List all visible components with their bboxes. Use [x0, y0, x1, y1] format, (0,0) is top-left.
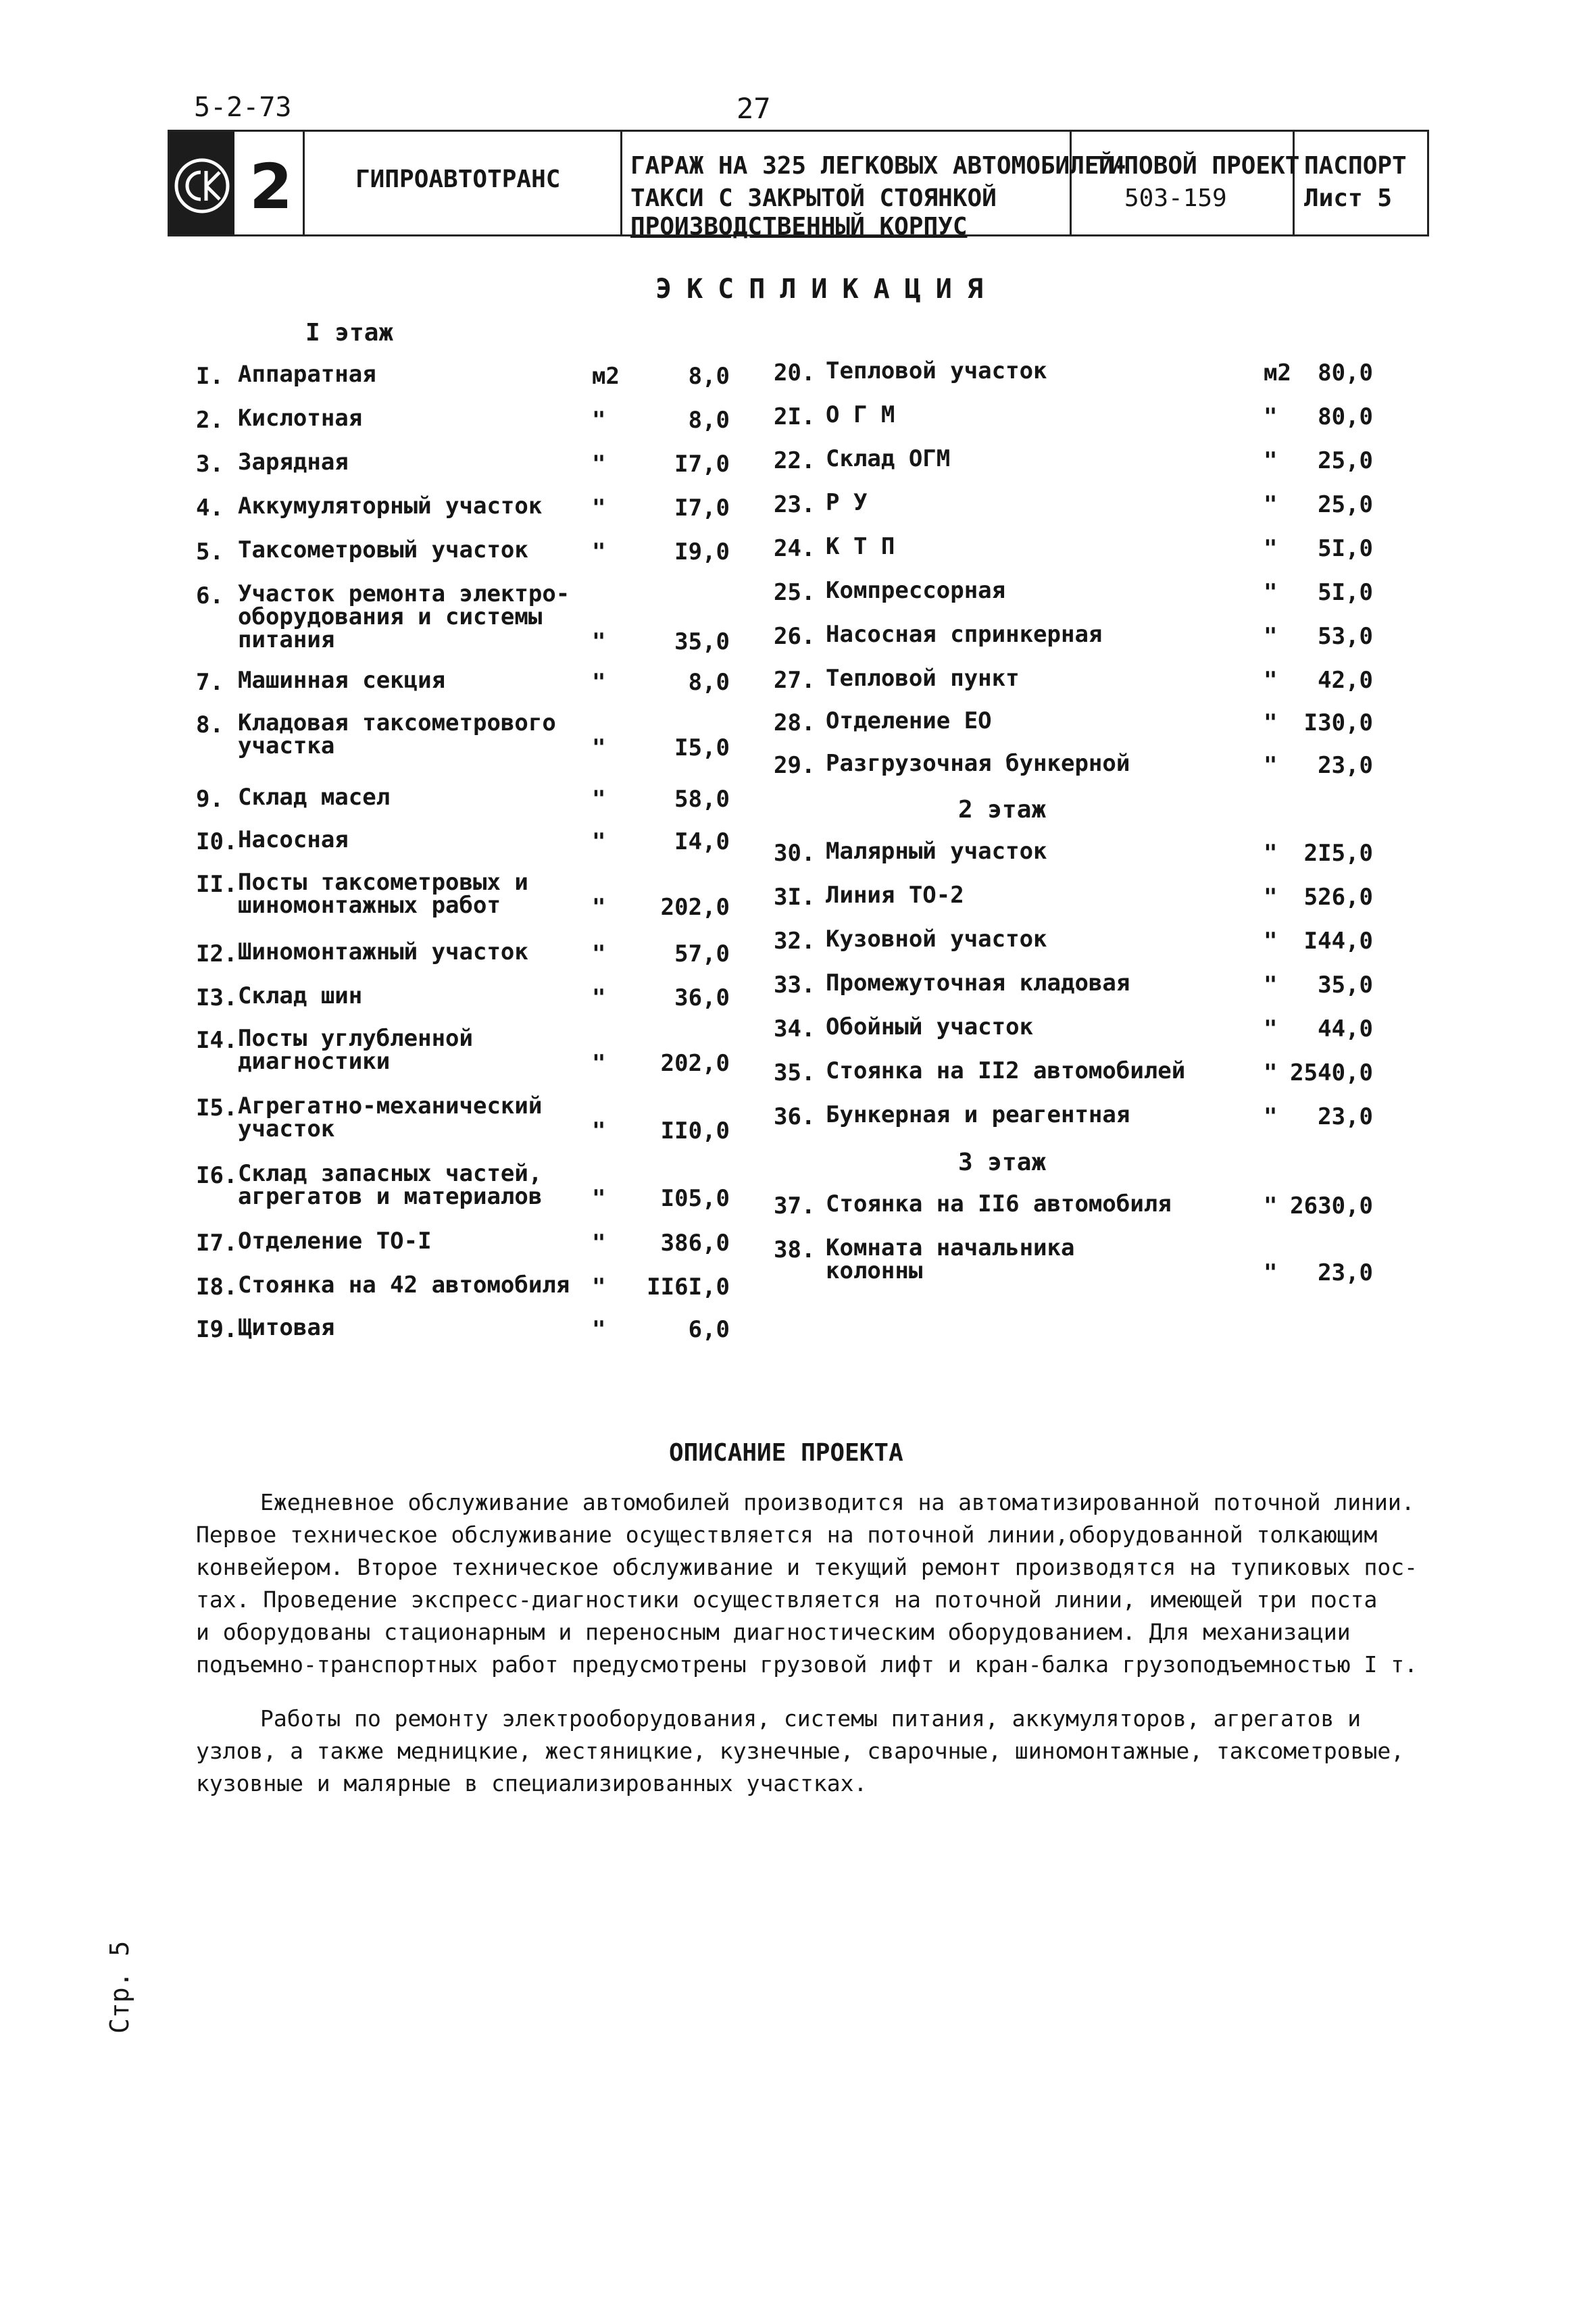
item-area: 80,0: [1318, 359, 1373, 386]
item-number: 23.: [774, 491, 816, 518]
item-number: 4.: [196, 495, 224, 522]
item-unit: ": [1264, 972, 1278, 999]
item-name: оборудования и системы: [238, 603, 543, 630]
item-area: 8,0: [688, 669, 730, 696]
item-name: Отделение ТО-I: [238, 1228, 432, 1255]
item-number: I8.: [196, 1274, 238, 1301]
object-line-3: ПРОИЗВОДСТВЕННЫЙ КОРПУС: [630, 213, 968, 241]
item-unit: ": [1264, 535, 1278, 562]
item-area: 35,0: [674, 628, 730, 655]
item-area: 53,0: [1318, 623, 1373, 650]
item-unit: ": [1264, 752, 1278, 779]
item-area: I7,0: [674, 451, 730, 478]
item-number: 37.: [774, 1192, 816, 1219]
item-area: 44,0: [1318, 1015, 1373, 1042]
item-name: участок: [238, 1115, 335, 1142]
description-line: и оборудованы стационарным и переносным диагностическим оборудованием. Для механизации: [196, 1619, 1351, 1645]
item-number: 29.: [774, 752, 816, 779]
item-area: I5,0: [674, 734, 730, 761]
item-unit: ": [1264, 491, 1278, 518]
item-number: I3.: [196, 984, 238, 1011]
item-number: 32.: [774, 928, 816, 955]
item-number: 26.: [774, 623, 816, 650]
item-name: Зарядная: [238, 449, 349, 476]
item-name: колонны: [826, 1257, 923, 1284]
item-area: 2540,0: [1290, 1059, 1373, 1086]
item-number: 38.: [774, 1236, 816, 1263]
item-area: II6I,0: [647, 1274, 730, 1301]
item-unit: ": [1264, 840, 1278, 867]
logo-number: 2: [249, 151, 293, 223]
floor-1-label: I этаж: [305, 319, 394, 347]
item-unit: ": [1264, 447, 1278, 474]
item-name: Склад ОГМ: [826, 445, 951, 472]
item-area: I30,0: [1303, 709, 1373, 736]
item-name: О Г М: [826, 401, 895, 428]
item-area: 6,0: [688, 1316, 730, 1343]
item-unit: ": [592, 1050, 606, 1077]
item-name: Агрегатно-механический: [238, 1092, 543, 1120]
item-unit: ": [592, 1274, 606, 1301]
item-area: 57,0: [674, 940, 730, 967]
item-area: I05,0: [660, 1185, 730, 1212]
item-number: 28.: [774, 709, 816, 736]
item-unit: ": [592, 984, 606, 1011]
explication-title: ЭКСПЛИКАЦИЯ: [655, 274, 998, 305]
item-unit: ": [592, 669, 606, 696]
item-name: Разгрузочная бункерной: [826, 750, 1130, 777]
description-line: узлов, а также медницкие, жестяницкие, кузнечные, сварочные, шиномонтажные, таксометровые,: [196, 1738, 1405, 1764]
item-number: 2.: [196, 407, 224, 434]
item-number: 24.: [774, 535, 816, 562]
item-unit: ": [592, 407, 606, 434]
project-number: 503-159: [1124, 184, 1227, 212]
item-unit: ": [592, 1316, 606, 1343]
floor-3-label: 3 этаж: [958, 1149, 1047, 1176]
item-unit: ": [1264, 579, 1278, 606]
item-number: I2.: [196, 940, 238, 967]
item-unit: ": [592, 495, 606, 522]
item-name: Обойный участок: [826, 1013, 1034, 1040]
description-title: ОПИСАНИЕ ПРОЕКТА: [669, 1439, 903, 1467]
item-name: Аппаратная: [238, 361, 376, 388]
item-unit: м2: [592, 363, 620, 390]
item-name: Стоянка на II2 автомобилей: [826, 1057, 1186, 1084]
description-line: конвейером. Второе техническое обслуживание и текущий ремонт производятся на тупиковых пос-: [196, 1554, 1418, 1580]
floor-2-label: 2 этаж: [958, 796, 1047, 824]
item-number: 35.: [774, 1059, 816, 1086]
item-number: 30.: [774, 840, 816, 867]
item-name: Кузовной участок: [826, 926, 1047, 953]
item-unit: ": [1264, 1015, 1278, 1042]
item-number: I4.: [196, 1027, 238, 1054]
item-name: Промежуточная кладовая: [826, 970, 1130, 997]
item-unit: ": [592, 451, 606, 478]
item-area: 8,0: [688, 363, 730, 390]
item-area: 42,0: [1318, 667, 1373, 694]
description-line: кузовные и малярные в специализированных участках.: [196, 1770, 868, 1796]
item-area: 80,0: [1318, 403, 1373, 430]
item-unit: ": [1264, 884, 1278, 911]
item-unit: ": [1264, 1059, 1278, 1086]
item-name: К Т П: [826, 533, 895, 560]
item-number: 25.: [774, 579, 816, 606]
item-unit: ": [592, 1117, 606, 1145]
item-name: Малярный участок: [826, 838, 1047, 865]
item-name: участка: [238, 732, 335, 759]
item-unit: ": [1264, 1103, 1278, 1130]
item-area: I44,0: [1303, 928, 1373, 955]
item-number: I5.: [196, 1095, 238, 1122]
sheet-cell: [1295, 132, 1430, 234]
item-unit: ": [592, 538, 606, 565]
item-unit: ": [592, 628, 606, 655]
item-unit: ": [1264, 928, 1278, 955]
item-name: Склад шин: [238, 982, 363, 1009]
item-area: 386,0: [660, 1230, 730, 1257]
item-area: 23,0: [1318, 1259, 1373, 1286]
item-unit: ": [592, 894, 606, 921]
item-number: I7.: [196, 1230, 238, 1257]
item-name: Посты углубленной: [238, 1025, 473, 1052]
item-number: I0.: [196, 828, 238, 855]
item-area: 25,0: [1318, 491, 1373, 518]
item-name: Р У: [826, 489, 868, 516]
item-name: Щитовая: [238, 1314, 335, 1341]
item-number: 22.: [774, 447, 816, 474]
item-unit: ": [1264, 667, 1278, 694]
item-area: 2630,0: [1290, 1192, 1373, 1219]
item-name: Линия ТО-2: [826, 882, 964, 909]
item-name: Насосная: [238, 826, 349, 853]
item-name: Машинная секция: [238, 667, 446, 694]
item-area: 36,0: [674, 984, 730, 1011]
item-unit: ": [1264, 1259, 1278, 1286]
item-number: I6.: [196, 1162, 238, 1189]
title-stamp: [168, 130, 1429, 241]
item-area: 23,0: [1318, 1103, 1373, 1130]
item-name: шиномонтажных работ: [238, 892, 501, 919]
item-name: Аккумуляторный участок: [238, 493, 543, 520]
item-area: I4,0: [674, 828, 730, 855]
object-line-2: ТАКСИ С ЗАКРЫТОЙ СТОЯНКОЙ: [630, 184, 997, 212]
item-number: 5.: [196, 538, 224, 565]
description-line: Ежедневное обслуживание автомобилей производится на автоматизированной поточной линии.: [260, 1489, 1415, 1515]
item-name: Кислотная: [238, 405, 363, 432]
item-name: Стоянка на 42 автомобиля: [238, 1272, 570, 1299]
project-type: ТИПОВОЙ ПРОЕКТ: [1095, 152, 1300, 180]
item-area: 23,0: [1318, 752, 1373, 779]
item-name: Тепловой участок: [826, 357, 1047, 384]
item-number: 9.: [196, 786, 224, 813]
item-name: Кладовая таксометрового: [238, 709, 556, 736]
item-area: I9,0: [674, 538, 730, 565]
item-number: 27.: [774, 667, 816, 694]
item-number: 3I.: [774, 884, 816, 911]
item-name: Комната начальника: [826, 1234, 1075, 1261]
item-area: 202,0: [660, 1050, 730, 1077]
organization-cell: [305, 132, 622, 234]
item-area: 25,0: [1318, 447, 1373, 474]
item-number: I9.: [196, 1316, 238, 1343]
item-unit: ": [1264, 1192, 1278, 1219]
item-name: Посты таксометровых и: [238, 869, 528, 896]
description-line: Работы по ремонту электрооборудования, системы питания, аккумуляторов, агрегатов и: [260, 1705, 1362, 1732]
item-area: II0,0: [660, 1117, 730, 1145]
item-unit: ": [1264, 709, 1278, 736]
page-number: 27: [737, 92, 771, 125]
item-number: I.: [196, 363, 224, 390]
object-line-1: ГАРАЖ НА 325 ЛЕГКОВЫХ АВТОМОБИЛЕЙ-: [630, 152, 1128, 180]
doc-type: ПАСПОРТ: [1304, 152, 1407, 180]
item-name: Шиномонтажный участок: [238, 938, 528, 965]
item-area: 35,0: [1318, 972, 1373, 999]
item-number: 7.: [196, 669, 224, 696]
item-area: 5I,0: [1318, 579, 1373, 606]
logo-cell: [170, 132, 305, 234]
item-area: 8,0: [688, 407, 730, 434]
item-name: Компрессорная: [826, 577, 1006, 604]
item-name: Участок ремонта электро-: [238, 580, 570, 607]
item-number: 34.: [774, 1015, 816, 1042]
item-unit: ": [592, 1185, 606, 1212]
item-area: 202,0: [660, 894, 730, 921]
item-unit: ": [592, 734, 606, 761]
item-number: 3.: [196, 451, 224, 478]
item-unit: ": [592, 828, 606, 855]
object-cell: [622, 132, 1128, 241]
item-unit: ": [592, 786, 606, 813]
sheet-number: Лист 5: [1304, 184, 1393, 212]
item-name: агрегатов и материалов: [238, 1183, 543, 1210]
item-number: II.: [196, 871, 238, 898]
item-name: Отделение ЕО: [826, 707, 992, 734]
item-name: Тепловой пункт: [826, 665, 1020, 692]
item-name: диагностики: [238, 1048, 391, 1075]
item-name: Стоянка на II6 автомобиля: [826, 1190, 1172, 1217]
item-unit: ": [592, 940, 606, 967]
description-line: тах. Проведение экспресс-диагностики осуществляется на поточной линии, имеющей три поста: [196, 1586, 1378, 1613]
item-name: Таксометровый участок: [238, 536, 528, 563]
item-name: Склад масел: [238, 784, 391, 811]
item-name: Насосная спринкерная: [826, 621, 1103, 648]
organization-name: ГИПРОАВТОТРАНС: [355, 166, 561, 193]
item-area: 526,0: [1303, 884, 1373, 911]
item-number: 36.: [774, 1103, 816, 1130]
item-area: I7,0: [674, 495, 730, 522]
item-area: 5I,0: [1318, 535, 1373, 562]
item-number: 2I.: [774, 403, 816, 430]
item-area: 2I5,0: [1303, 840, 1373, 867]
item-number: 6.: [196, 582, 224, 609]
item-name: питания: [238, 626, 335, 653]
side-page-label: Стр. 5: [105, 1940, 134, 2034]
item-number: 33.: [774, 972, 816, 999]
item-unit: ": [1264, 403, 1278, 430]
description-line: подъемно-транспортных работ предусмотрены грузовой лифт и кран-балка грузоподъемностью I т.: [196, 1651, 1418, 1678]
project-cell: [1072, 132, 1300, 234]
item-unit: ": [1264, 623, 1278, 650]
item-unit: ": [592, 1230, 606, 1257]
description-line: Первое техническое обслуживание осуществляется на поточной линии,оборудованной толкающим: [196, 1521, 1378, 1548]
item-number: 8.: [196, 711, 224, 738]
item-name: Бункерная и реагентная: [826, 1101, 1130, 1128]
item-number: 20.: [774, 359, 816, 386]
document-code: 5-2-73: [194, 92, 292, 123]
item-name: Склад запасных частей,: [238, 1160, 543, 1187]
item-unit: м2: [1264, 359, 1291, 386]
item-area: 58,0: [674, 786, 730, 813]
